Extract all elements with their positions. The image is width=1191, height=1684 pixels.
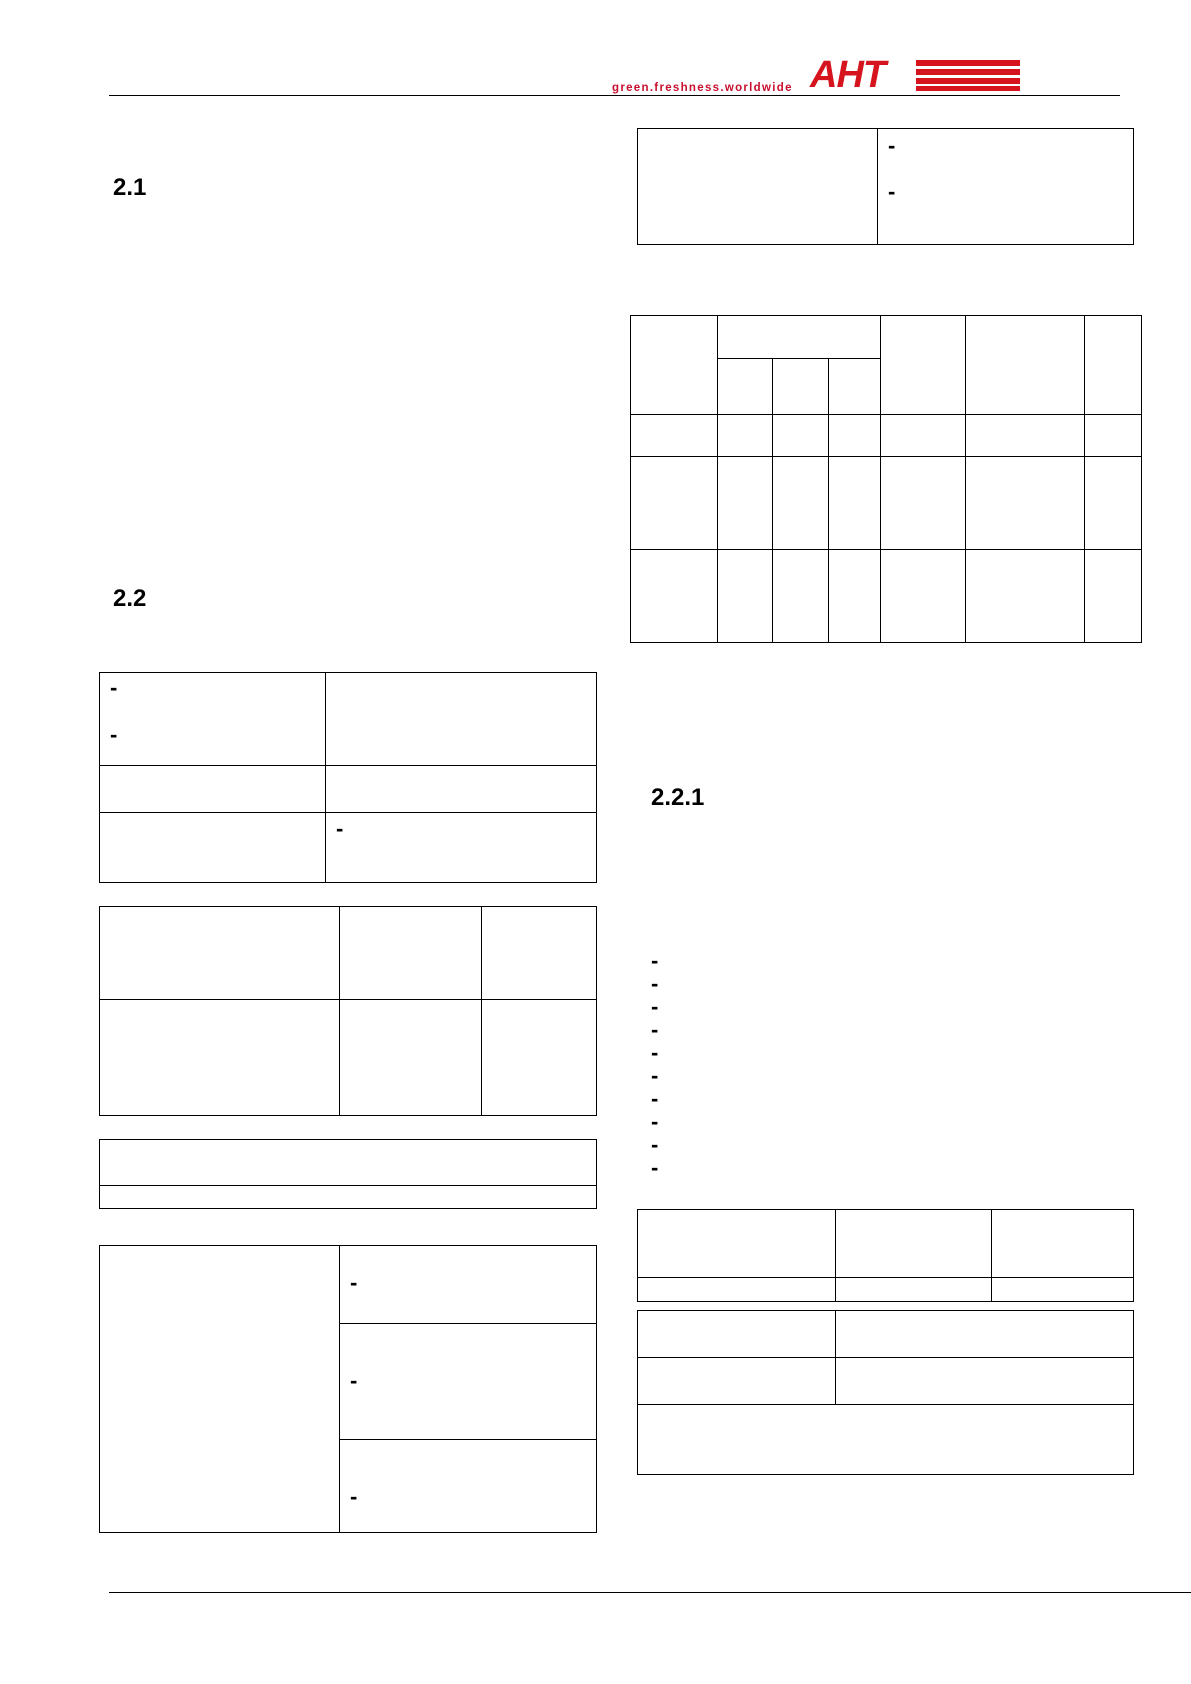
table-cell [829,415,881,457]
list-item-dash: - [651,1155,659,1180]
list-item-dash: - [651,1017,659,1042]
table-right-three-col [637,1209,1134,1302]
table-cell [326,766,597,813]
table-cell [340,1324,597,1440]
table-cell [836,1278,992,1302]
table-cell [773,457,829,550]
table-cell [326,813,597,883]
table-cell [718,415,773,457]
bullet-dash: - [350,1484,358,1509]
bullet-dash: - [110,675,118,700]
table-cell [326,673,597,766]
table-cell [718,359,773,415]
table-cell [881,457,966,550]
table-cell [773,550,829,643]
table-cell [638,1210,836,1278]
bullet-dash: - [336,816,344,841]
header-rule [109,95,1120,96]
table-cell [881,550,966,643]
table-cell [631,415,718,457]
section-heading-2-2: 2.2 [113,585,147,612]
table-cell [1085,316,1142,415]
table-cell [100,1246,340,1533]
table-cell [100,1140,597,1186]
table-cell [836,1311,1134,1358]
table-cell [340,1000,482,1116]
table-cell [773,359,829,415]
list-item-dash: - [651,1040,659,1065]
table-cell [1085,550,1142,643]
table-left-2 [99,906,597,1116]
table-cell [1085,415,1142,457]
table-cell [100,813,326,883]
logo-wordmark: AHT [810,54,886,96]
table-cell [992,1210,1134,1278]
table-cell [1085,457,1142,550]
table-cell [631,550,718,643]
table-cell [340,907,482,1000]
list-item-dash: - [651,1109,659,1134]
table-cell [638,1278,836,1302]
table-cell [631,316,718,415]
table-cell [482,1000,597,1116]
table-cell [881,415,966,457]
table-left-4 [99,1245,597,1533]
table-cell [100,1186,597,1209]
table-cell [773,415,829,457]
table-cell [100,766,326,813]
table-cell [638,1358,836,1405]
table-cell [966,457,1085,550]
table-right-bottom [637,1310,1134,1475]
section-heading-2-2-1: 2.2.1 [651,784,705,811]
logo-stripes-icon [916,60,1020,92]
table-cell [829,550,881,643]
list-item-dash: - [651,1063,659,1088]
list-item-dash: - [651,948,659,973]
table-cell [631,457,718,550]
table-cell [829,457,881,550]
table-cell [966,415,1085,457]
list-item-dash: - [651,994,659,1019]
table-cell [638,1405,1134,1475]
table-cell [482,907,597,1000]
table-cell [829,359,881,415]
table-cell [966,550,1085,643]
table-cell [100,907,340,1000]
table-cell [966,316,1085,415]
list-item-dash: - [651,1132,659,1157]
table-cell [638,129,878,245]
table-cell [718,316,881,359]
table-left-1 [99,672,597,883]
footer-rule [109,1592,1191,1593]
bullet-dash: - [350,1368,358,1393]
table-cell [718,550,773,643]
bullet-dash: - [350,1270,358,1295]
table-cell [878,129,1134,245]
table-cell [340,1440,597,1533]
bullet-dash: - [110,722,118,747]
table-cell [881,316,966,415]
table-left-3 [99,1139,597,1209]
table-cell [340,1246,597,1324]
table-cell [100,673,326,766]
table-cell [836,1358,1134,1405]
table-cell [836,1210,992,1278]
section-heading-2-1: 2.1 [113,174,147,201]
logo-tagline: green.freshness.worldwide [612,82,793,94]
table-right-top [637,128,1134,245]
list-item-dash: - [651,971,659,996]
table-cell [638,1311,836,1358]
list-item-dash: - [651,1086,659,1111]
bullet-dash: - [888,179,896,204]
bullet-dash: - [888,133,896,158]
table-cell [992,1278,1134,1302]
table-cell [100,1000,340,1116]
table-right-grid [630,315,1142,643]
table-cell [718,457,773,550]
